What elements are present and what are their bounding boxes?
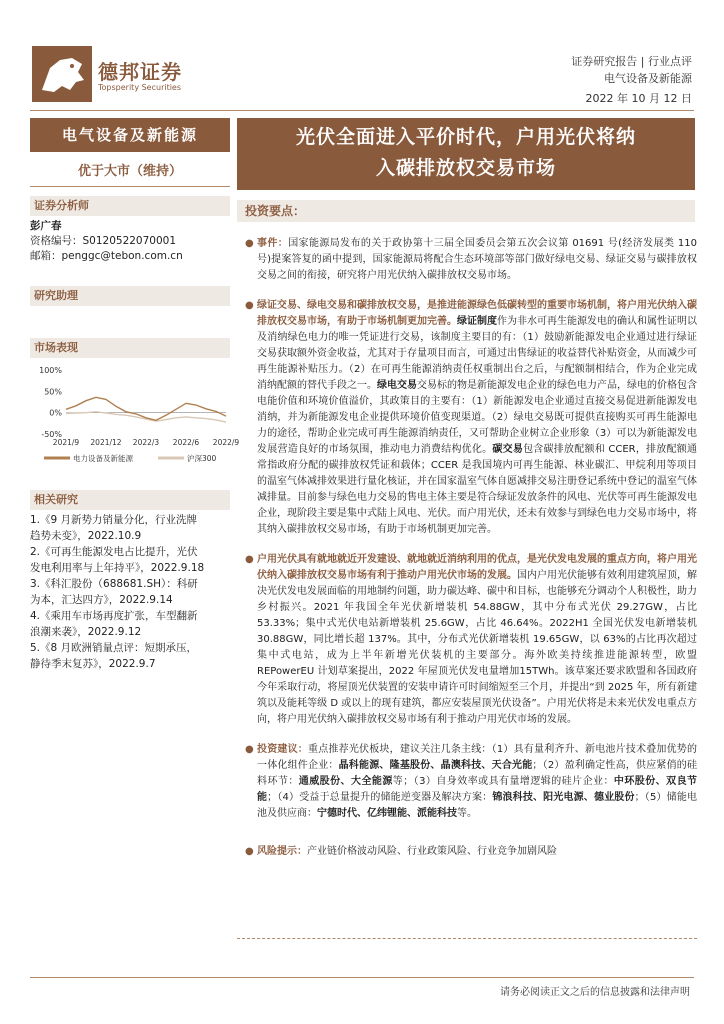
logo-text-en: Topsperity Securities (98, 83, 182, 92)
market-performance-chart (30, 362, 240, 467)
x-tick-label: 2022/6 (172, 438, 200, 447)
related-item-line1: 4.《乘用车市场再度扩张，车型翻新 (30, 610, 198, 622)
stock-group-2: 通威股份、大全能源 (298, 776, 393, 787)
header-meta (571, 53, 692, 107)
company-logo (32, 46, 192, 102)
rating-label: 优于大市（维持） (77, 164, 182, 179)
stock-group-5: 宁德时代、亿纬锂能、派能科技 (317, 808, 457, 819)
paragraph-household-pv (245, 552, 697, 728)
bullet-icon: ● (245, 238, 254, 249)
assistant-heading: 研究助理 (30, 286, 230, 306)
series-lines (66, 397, 226, 422)
investment-text-2: ；（2）盈利确定性高，供应紧俏的硅料环节： (257, 760, 697, 787)
bullet-icon: ● (245, 554, 254, 565)
related-item[interactable] (30, 544, 230, 576)
main-content (245, 236, 697, 874)
report-type: 证券研究报告 | 行业点评 (571, 55, 692, 68)
title-line-2: 入碳排放权交易市场 (375, 157, 556, 179)
legend-label: 沪深300 (187, 454, 217, 463)
risk-label: 风险提示： (257, 846, 307, 857)
sector-banner: 电气设备及新能源 (30, 118, 230, 152)
y-tick-label: 0% (49, 408, 62, 418)
related-item-line2: 浪潮来袭》，2022.9.12 (30, 626, 142, 638)
logo-text-cn: 德邦证券 (98, 60, 182, 84)
x-tick-label: 2022/3 (132, 438, 160, 447)
tiger-logo-icon (32, 46, 92, 102)
stock-group-1: 晶科能源、隆基股份、晶澳科技、天合光能 (338, 760, 533, 771)
x-tick-label: 2021/9 (52, 438, 80, 447)
related-item[interactable] (30, 576, 230, 608)
analyst-info (30, 219, 230, 264)
related-item-line1: 2.《可再生能源发电占比提升，光伏 (30, 546, 198, 558)
paragraph-green-trading (245, 298, 697, 538)
report-title (237, 118, 695, 190)
industry-label: 电气设备及新能源 (604, 72, 692, 85)
investment-text-6: 等。 (457, 808, 477, 819)
carbon-trade-label: 碳交易 (492, 444, 524, 455)
market-heading: 市场表现 (30, 338, 230, 358)
investment-text-1: 重点推荐光伏板块，建议关注几条主线：（1）具有量利齐升、新电池片技术叠加优势的一体化组件企业： (257, 744, 697, 771)
y-axis-ticks (39, 366, 62, 439)
investment-text-4: ；（4）受益于总量提升的储能逆变器及解决方案： (267, 792, 493, 803)
y-tick-label: -50% (41, 430, 62, 439)
paragraph-risk (245, 844, 697, 860)
x-axis-ticks (53, 438, 240, 447)
footer-divider (30, 977, 694, 978)
green-cert-text: 作为非水可再生能源发电的确认和属性证明以及消纳绿色电力的唯一凭证进行交易，该制度主要目的有：（1）鼓励新能源发电企业通过进行绿证交易获取额外资金收益，尤其对于存量项目而言，可通过出售绿证的收益替代补贴资金，从而减少可再生能源补贴压力。（2）在可再生能源消纳责任权重制出台之后，与配额制相结合，作为企业完成消纳配额的替代手段之一。 (257, 316, 697, 391)
section-divider (237, 938, 697, 939)
green-cert-label: 绿证制度 (457, 316, 497, 327)
bullet-icon: ● (245, 744, 254, 755)
paragraph-event (245, 236, 697, 284)
related-item[interactable] (30, 512, 230, 544)
paragraph-investment (245, 742, 697, 822)
series-line (66, 412, 226, 422)
x-tick-label: 2021/12 (90, 438, 122, 447)
green-power-label: 绿电交易 (377, 380, 417, 391)
analyst-email[interactable]: 邮箱：penggc@tebon.com.cn (30, 250, 183, 262)
household-pv-text: 国内户用光伏能够有效利用建筑屋顶，解决光伏发电发展面临的用地制约问题，助力碳达峰、碳中和目标，也能够充分调动个人积极性，助力乡村振兴。2021 年我国全年光伏新增装机 54.88GW，其中分布式光伏 29.27GW，占比 53.33%；集中式光伏电站新增装机 25.6GW，占比 46.64%。2022H1 全国光伏发电新增装机 30.88GW，同比增长超 137%。其中，分布式光伏新增装机 19.65GW，以 63%的占比再次超过集中式电站，成为上半年新增光伏装机的主要部分。海外欧美持续推进能源转型，欧盟 REPowerEU 计划草案提出，2022 年屋顶光伏发电量增加15TWh。该草案还要求欧盟和各国政府今年采取行动，将屋顶光伏装置的安装申请许可时间缩短至三个月，并提出“到 2025 年，所有新建筑以及能耗等级 D 或以上的现有建筑，都应安装屋顶光伏设备”。户用光伏将是未来光伏发电重点方向，将户用光伏纳入碳排放权交易市场有利于推动户用光伏市场的发展。 (257, 570, 697, 725)
related-item-line1: 5.《8 月欧洲销量点评：短期承压， (30, 642, 198, 654)
carbon-trade-text: 包含碳排放配额和 CCER，排放配额通常指政府分配的碳排放权凭证和载体；CCER 是我国境内可再生能源、林业碳汇、甲烷利用等项目的温室气体减排效果进行量化核证，并在国家温室气体自愿减排交易注册登记系统中登记的温室气体减排量。目前参与绿色电力交易的售电主体主要是符合绿证发放条件的风电、光伏等可再生能源发电企业，现阶段主要是集中式陆上风电、光伏。而户用光伏，还未有效参与到绿色电力交易市场中，将其纳入碳排放权交易市场，有助于市场机制更加完善。 (257, 444, 697, 535)
analyst-cert: 资格编号：S0120522070001 (30, 235, 177, 247)
related-item[interactable] (30, 640, 230, 672)
related-item-line2: 发电利用率与上年持平》，2022.9.18 (30, 562, 205, 574)
stock-group-3: 中环股份、双良节能 (257, 776, 698, 803)
header-divider (30, 110, 694, 111)
y-tick-label: 50% (44, 387, 62, 397)
investment-text-3: 等；（3）自身效率或具有量增逻辑的硅片企业： (392, 776, 614, 787)
rating-divider (30, 186, 230, 187)
green-trading-highlight: 绿证交易、绿电交易和碳排放权交易，是推进能源绿色低碳转型的重要市场机制，将户用光伏纳入碳排放权交易市场，有助于市场机制更加完善。 (257, 300, 697, 327)
event-text: 国家能源局发布的关于政协第十三届全国委员会第五次会议第 01691 号(经济发展类 110 号)提案答复的函中提到，国家能源局将配合生态环境部等部门做好绿电交易、绿证交易与碳排放权交易之间的衔接，研究将户用光伏纳入碳排放权交易市场。 (257, 238, 698, 281)
stock-group-4: 锦浪科技、阳光电源、德业股份 (492, 792, 635, 803)
analyst-name: 彭广春 (30, 220, 62, 232)
event-label: 事件： (257, 238, 289, 249)
green-power-text: 交易标的物是新能源发电企业的绿色电力产品，绿电的价格包含电能价值和环境价值溢价，其政策目的主要有：（1）新能源发电企业通过直接交易促进新能源发电消纳，并为新能源发电企业提供环境价值变现渠道。（2）绿电交易既可提供直接购买可再生能源电力的途径，帮助企业完成可再生能源消纳责任，又可帮助企业树立企业形象（3）可以为新能源发电发展营造良好的市场氛围，推动电力消费结构优化。 (257, 380, 697, 455)
related-item[interactable] (30, 608, 230, 640)
x-tick-label: 2022/9 (212, 438, 240, 447)
legend-label: 电力设备及新能源 (73, 454, 133, 463)
investment-label: 投资建议： (257, 744, 309, 755)
y-tick-label: 100% (39, 366, 62, 375)
footer-disclaimer: 请务必阅读正文之后的信息披露和法律声明 (500, 987, 690, 998)
related-research-list (30, 512, 230, 672)
related-item-line2: 趋势未变》，2022.10.9 (30, 530, 142, 542)
series-line (66, 397, 226, 420)
investment-text-5: ；（5）储能电池及供应商： (257, 792, 697, 819)
key-points-heading: 投资要点： (237, 200, 695, 222)
related-item-line2: 为本，汇达四方》，2022.9.14 (30, 594, 173, 606)
related-item-line2: 静待季末复苏》，2022.9.7 (30, 658, 156, 670)
household-pv-highlight: 户用光伏具有就地就近开发建设、就地就近消纳利用的优点，是光伏发电发展的重点方向，将户用光伏纳入碳排放权交易市场有利于推动户用光伏市场的发展。 (257, 554, 697, 581)
chart-legend (44, 453, 217, 463)
bullet-icon: ● (245, 846, 254, 857)
related-item-line1: 1.《9 月新势力销量分化，行业洗牌 (30, 514, 198, 526)
bullet-icon: ● (245, 300, 254, 311)
related-item-line1: 3.《科汇股份（688681.SH）：科研 (30, 578, 198, 590)
risk-text: 产业链价格波动风险、行业政策风险、行业竞争加剧风险 (307, 846, 557, 857)
analyst-heading: 证券分析师 (30, 196, 230, 216)
report-date: 2022 年 10 月 12 日 (585, 92, 692, 105)
related-heading: 相关研究 (30, 490, 230, 510)
title-line-1: 光伏全面进入平价时代，户用光伏将纳 (295, 126, 636, 148)
